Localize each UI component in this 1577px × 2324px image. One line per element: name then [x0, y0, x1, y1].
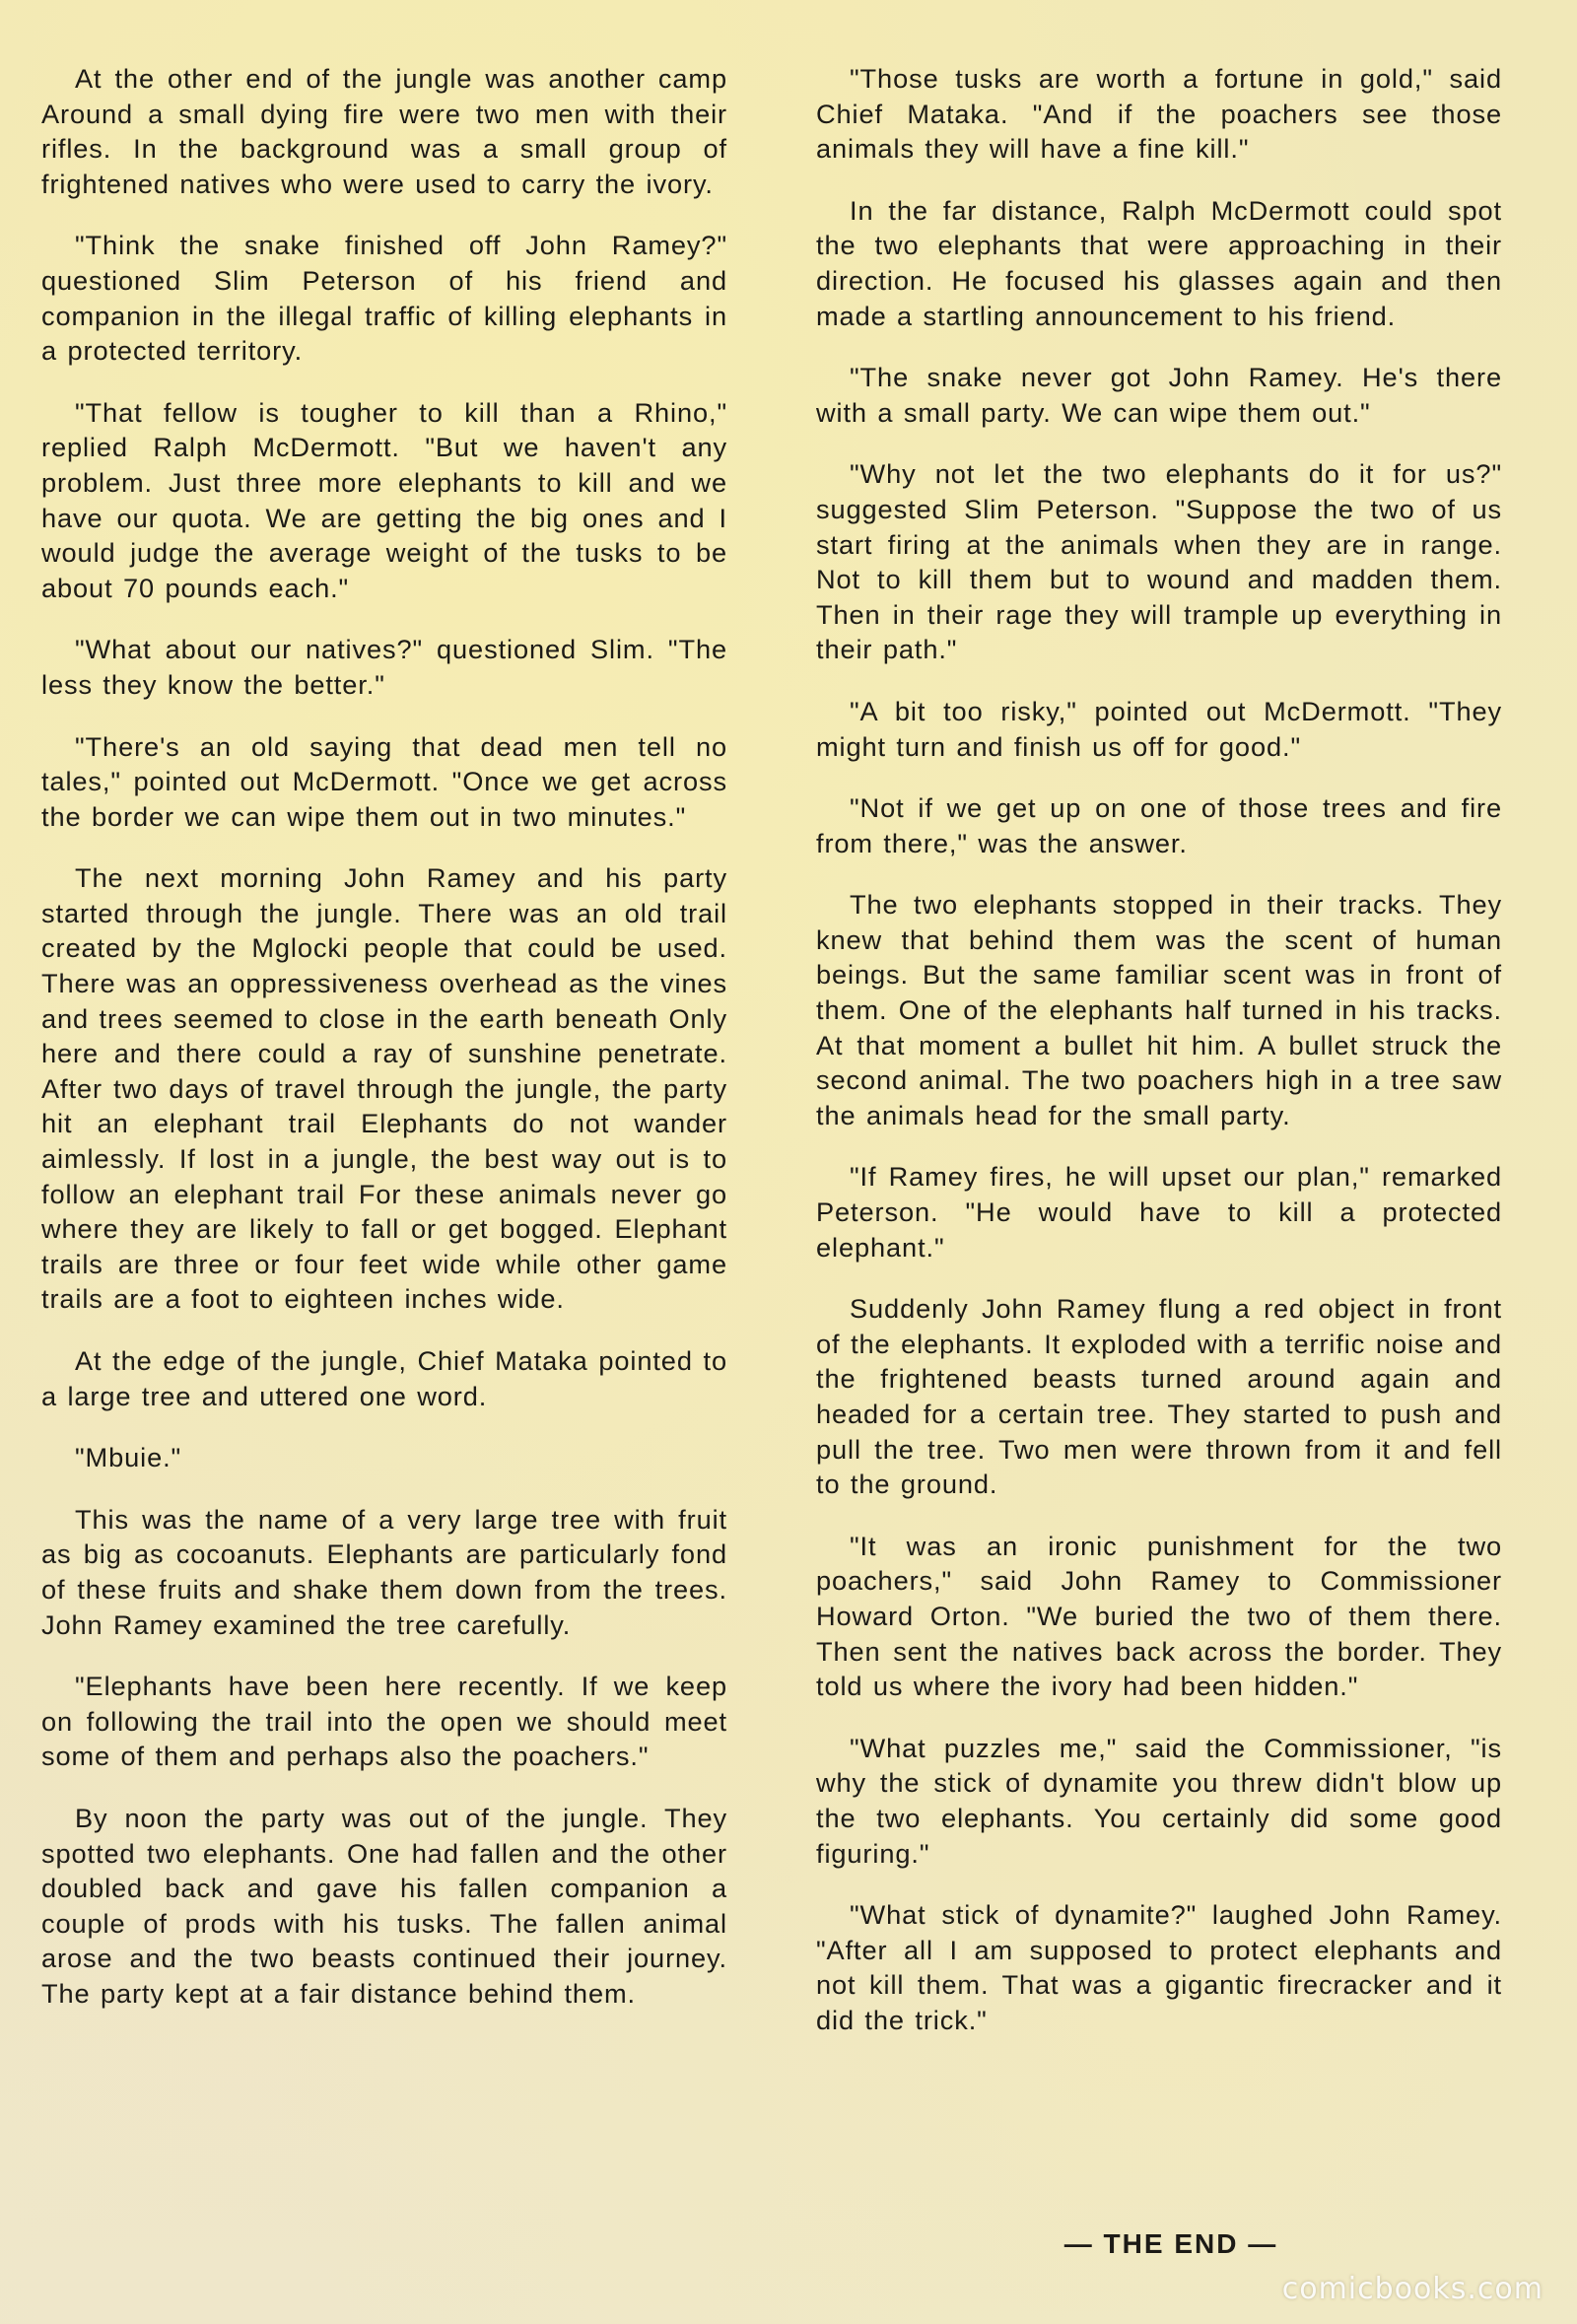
- paragraph: In the far distance, Ralph McDermott could spot the two elephants that were approaching in their direction. He focused his glasses again and then made a startling announcement to his friend.: [816, 194, 1502, 331]
- paragraph: "The snake never got John Ramey. He's there with a small party. We can wipe them out.": [816, 362, 1502, 428]
- paragraph: "That fellow is tougher to kill than a Rhino," replied Ralph McDermott. "But we haven't any problem. Just three more elephants to kill and we have our quota. We are getting the big ones and I would judge the average weight of the tusks to be about 70 pounds each.": [41, 396, 727, 603]
- site-watermark: comicbooks.com: [1281, 2272, 1543, 2306]
- paragraph: Suddenly John Ramey flung a red object in front of the elephants. It exploded with a terrific noise and the frightened beasts turned around again and headed for a certain tree. They started to push and pull the tree. Two men were thrown from it and fell to the ground.: [816, 1293, 1502, 1500]
- paragraph: "What puzzles me," said the Commissioner, "is why the stick of dynamite you threw didn't blow up the two elephants. You certainly did some good figuring.": [816, 1732, 1502, 1869]
- paragraph: The next morning John Ramey and his party started through the jungle. There was an old trail created by the Mglocki people that could be used. There was an oppressiveness overhead as the vines and trees seemed to close in the earth beneath Only here and there could a ray of sunshine penetrate. After two days of travel through the jungle, the party hit an elephant trail Elephants do not wander aimlessly. If lost in a jungle, the best way out is to follow an elephant trail For these animals never go where they are likely to fall or get bogged. Elephant trails are three or four feet wide while other game trails are a foot to eighteen inches wide.: [41, 862, 727, 1315]
- left-column: [41, 61, 727, 2038]
- paragraph: "What stick of dynamite?" laughed John Ramey. "After all I am supposed to protect elephants and not kill them. That was a gigantic firecracker and it did the trick.": [816, 1899, 1502, 2035]
- paragraph: "What about our natives?" questioned Slim. "The less they know the better.": [41, 634, 727, 700]
- paragraph: "There's an old saying that dead men tell no tales," pointed out McDermott. "Once we get across the border we can wipe them out in two minutes.": [41, 730, 727, 832]
- paragraph: The two elephants stopped in their tracks. They knew that behind them was the scent of human beings. But the same familiar scent was in front of them. One of the elephants half turned in his tracks. At that moment a bullet hit him. A bullet struck the second animal. The two poachers high in a tree saw the animals head for the small party.: [816, 889, 1502, 1130]
- paragraph: At the other end of the jungle was another camp Around a small dying fire were two men with their rifles. In the background was a small group of frightened natives who were used to carry the ivory.: [41, 63, 727, 199]
- right-column: [816, 61, 1502, 2065]
- paragraph: "Think the snake finished off John Ramey?" questioned Slim Peterson of his friend and companion in the illegal traffic of killing elephants in a protected territory.: [41, 230, 727, 367]
- paragraph: At the edge of the jungle, Chief Mataka pointed to a large tree and uttered one word.: [41, 1345, 727, 1411]
- paragraph: "If Ramey fires, he will upset our plan," remarked Peterson. "He would have to kill a protected elephant.": [816, 1161, 1502, 1263]
- the-end-mark: — THE END —: [1063, 2228, 1278, 2259]
- paragraph: This was the name of a very large tree with fruit as big as cocoanuts. Elephants are particularly fond of these fruits and shake them down from the trees. John Ramey examined the tree carefully.: [41, 1503, 727, 1640]
- paragraph: "Why not let the two elephants do it for us?" suggested Slim Peterson. "Suppose the two of us start firing at the animals when they are in range. Not to kill them but to wound and madden them. Then in their rage they will trample up everything in their path.": [816, 458, 1502, 665]
- paragraph: "Mbuie.": [75, 1442, 182, 1473]
- paragraph: "Elephants have been here recently. If we keep on following the trail into the open we should meet some of them and perhaps also the poachers.": [41, 1671, 727, 1772]
- paragraph: "Not if we get up on one of those trees and fire from there," was the answer.: [816, 792, 1502, 858]
- paragraph: "A bit too risky," pointed out McDermott. "They might turn and finish us off for good.": [816, 695, 1502, 762]
- paragraph: By noon the party was out of the jungle. They spotted two elephants. One had fallen and the other doubled back and gave his fallen companion a couple of prods with his tusks. The fallen animal arose and the two beasts continued their journey. The party kept at a fair distance behind them.: [41, 1802, 727, 2009]
- paragraph: "It was an ironic punishment for the two poachers," said John Ramey to Commissioner Howard Orton. "We buried the two of them there. Then sent the natives back across the border. They told us where the ivory had been hidden.": [816, 1530, 1502, 1702]
- paragraph: "Those tusks are worth a fortune in gold," said Chief Mataka. "And if the poachers see those animals they will have a fine kill.": [816, 63, 1502, 165]
